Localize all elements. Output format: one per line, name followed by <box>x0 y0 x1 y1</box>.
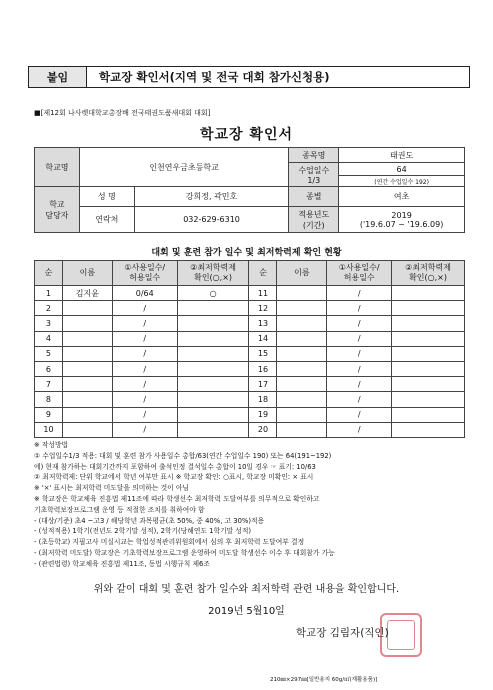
note-line: ① 수업일수1/3 적용: 대회 및 훈련 참가 사용일수 총합/63(연간 수업일수 190) 또는 64(191~192) <box>34 451 332 460</box>
table-row <box>35 361 465 376</box>
cell-l-days: / <box>112 377 177 392</box>
cell-r-days: / <box>327 346 392 361</box>
name-label: 성 명 <box>79 187 134 207</box>
phone-label: 연락처 <box>79 207 134 233</box>
cell-l-days: / <box>112 301 177 316</box>
cell-r-name <box>277 331 327 346</box>
cell-l-name <box>62 316 112 331</box>
cell-r-min <box>392 392 465 407</box>
cell-l-min <box>177 361 249 376</box>
cell-l-name: 김지윤 <box>62 286 112 301</box>
cell-r-no: 16 <box>249 361 277 376</box>
cell-l-no: 6 <box>35 361 63 376</box>
cell-r-days: / <box>327 286 392 301</box>
cell-l-no: 10 <box>35 422 63 437</box>
cell-l-min <box>177 392 249 407</box>
cell-l-days: / <box>112 361 177 376</box>
cell-l-no: 3 <box>35 316 63 331</box>
paper-spec: 210㎜×297㎜[일반용지 60g/㎡(재활용품)] <box>270 677 378 683</box>
cell-r-days: / <box>327 361 392 376</box>
note-line: - (대상/기준) 초4 ~고3 / 해당학년 과목평균(초 50%, 중 40%, 고 30%)적용 <box>34 516 265 525</box>
cell-r-days: / <box>327 331 392 346</box>
event-value: 태권도 <box>339 148 465 163</box>
table-header-row <box>35 261 465 286</box>
cell-r-no: 17 <box>249 377 277 392</box>
cell-r-days: / <box>327 407 392 422</box>
cell-l-days: / <box>112 316 177 331</box>
school-info-table <box>34 147 465 233</box>
cell-r-min <box>392 407 465 422</box>
cell-l-name <box>62 407 112 422</box>
cell-r-min <box>392 301 465 316</box>
cell-l-days: / <box>112 331 177 346</box>
cell-r-no: 15 <box>249 346 277 361</box>
attachment-tag: 붙임 <box>29 67 87 87</box>
cell-l-min: ○ <box>177 286 249 301</box>
date-text: 2019년 5월10일 <box>208 606 285 617</box>
cell-r-min <box>392 286 465 301</box>
table-row <box>35 346 465 361</box>
cell-r-name <box>277 407 327 422</box>
cell-r-no: 18 <box>249 392 277 407</box>
school-name: 인천연우금초등학교 <box>79 148 288 187</box>
note-line: - (관련법령) 학교체육 진흥법 제11조, 동법 시행규칙 제6조 <box>34 559 210 568</box>
cell-r-name <box>277 422 327 437</box>
contact-names: 강희정, 곽민호 <box>134 187 289 207</box>
table-row <box>35 286 465 301</box>
days-value: 64 <box>339 163 465 176</box>
cell-l-name <box>62 346 112 361</box>
col-no: 순 <box>35 261 63 286</box>
cell-l-name <box>62 392 112 407</box>
cell-r-min <box>392 361 465 376</box>
col-days: ①사용일수/ 허용일수 <box>112 261 177 286</box>
cell-l-min <box>177 316 249 331</box>
section-title: 대회 및 훈련 참가 일수 및 최저학력제 확인 현황 <box>151 248 342 258</box>
note-line: 에) 현재 참가하는 대회기간까지 포함하여 출석인정 결석일수 총합이 10일 경우 ☞ 표기: 10/63 <box>34 462 316 471</box>
note-line: ※ 작성방법 <box>34 441 69 449</box>
cell-r-min <box>392 377 465 392</box>
note-line: ※ 학교장은 학교체육 진흥법 제11조에 따라 학생선수 최저학력 도달여부를 의무적으로 확인하고 <box>34 494 320 503</box>
col-name: 이름 <box>62 261 112 286</box>
cell-l-min <box>177 422 249 437</box>
cell-l-days: / <box>112 422 177 437</box>
event-subtitle: ■[제12회 나사렛대학교총장배 전국태권도품새대회 대회] <box>34 109 211 117</box>
cell-r-days: / <box>327 377 392 392</box>
cell-r-name <box>277 392 327 407</box>
cell-l-min <box>177 301 249 316</box>
cell-l-no: 8 <box>35 392 63 407</box>
phone-value: 032-629-6310 <box>134 207 289 233</box>
note-line: - (초등학교) 지필고사 미실시교는 학업성적관리위원회에서 심의 후 최저학력 도달여부 결정 <box>34 538 305 547</box>
kind-label: 종별 <box>289 187 339 207</box>
note-line: ※ '×' 표시는 최저학력 미도달을 의미하는 것이 아님 <box>34 484 190 493</box>
cell-r-days: / <box>327 422 392 437</box>
cell-r-no: 11 <box>249 286 277 301</box>
cell-r-name <box>277 316 327 331</box>
cell-l-no: 7 <box>35 377 63 392</box>
confirm-text: 위와 같이 대회 및 훈련 참가 일수와 최저학력 관련 내용을 확인합니다. <box>93 584 400 595</box>
table-row <box>35 407 465 422</box>
note-line: 기초학력보장프로그램 운영 등 적절한 조치를 취하여야 함 <box>34 505 205 514</box>
event-label: 종목명 <box>289 148 339 163</box>
table-row <box>35 377 465 392</box>
days-note: (연간 수업일수 192) <box>339 176 465 187</box>
cell-l-days: / <box>112 392 177 407</box>
cell-r-name <box>277 301 327 316</box>
cell-l-min <box>177 331 249 346</box>
cell-l-no: 2 <box>35 301 63 316</box>
cell-r-min <box>392 422 465 437</box>
cell-l-min <box>177 407 249 422</box>
cell-r-days: / <box>327 301 392 316</box>
cell-l-name <box>62 377 112 392</box>
note-line: - (성적적용) 1학기(전년도 2학기말 성적), 2학기(당해연도 1학기말 성적) <box>34 527 252 536</box>
col-min: ②최저학력제 확인(○,×) <box>177 261 249 286</box>
cell-r-no: 13 <box>249 316 277 331</box>
col-no: 순 <box>249 261 277 286</box>
col-min: ②최저학력제 확인(○,×) <box>392 261 465 286</box>
cell-r-name <box>277 361 327 376</box>
note-line: ② 최저학력제: 단위 학교에서 학년 여부만 표시 ※ 학교장 확인: ○표시, 학교장 미확인: × 표시 <box>34 473 314 482</box>
principal-signature: 학교장 김림자(직인) <box>296 627 389 639</box>
header-title: 학교장 확인서(지역 및 전국 대회 참가신청용) <box>99 70 330 84</box>
cell-r-name <box>277 377 327 392</box>
table-row <box>35 331 465 346</box>
table-row <box>35 422 465 437</box>
cell-l-min <box>177 377 249 392</box>
cell-r-no: 12 <box>249 301 277 316</box>
cell-r-min <box>392 346 465 361</box>
cell-r-name <box>277 286 327 301</box>
cell-r-no: 14 <box>249 331 277 346</box>
cell-l-days: 0/64 <box>112 286 177 301</box>
col-days: ①사용일수/ 허용일수 <box>327 261 392 286</box>
cell-r-name <box>277 346 327 361</box>
cell-l-no: 4 <box>35 331 63 346</box>
header-box <box>28 66 470 88</box>
year-label: 적용년도 (기간) <box>289 207 339 233</box>
cell-r-min <box>392 331 465 346</box>
cell-l-no: 9 <box>35 407 63 422</box>
cell-l-days: / <box>112 407 177 422</box>
contact-label: 학교 담당자 <box>35 187 80 233</box>
cell-r-days: / <box>327 316 392 331</box>
cell-r-days: / <box>327 392 392 407</box>
cell-l-no: 5 <box>35 346 63 361</box>
cell-l-no: 1 <box>35 286 63 301</box>
table-row <box>35 301 465 316</box>
cell-l-min <box>177 346 249 361</box>
cell-l-name <box>62 301 112 316</box>
kind-value: 여초 <box>339 187 465 207</box>
note-line: - (최저학력 미도달) 학교장은 기초학력보장프로그램 운영하여 미도달 학생선수 이수 후 대회참가 가능 <box>34 548 335 557</box>
days-label: 수업일수 1/3 <box>289 163 339 187</box>
cell-r-no: 19 <box>249 407 277 422</box>
cell-l-name <box>62 422 112 437</box>
cell-l-name <box>62 331 112 346</box>
cell-r-min <box>392 316 465 331</box>
year-value: 2019 ('19.6.07 ~ '19.6.09) <box>339 207 465 233</box>
table-row <box>35 316 465 331</box>
document-title: 학교장 확인서 <box>199 127 294 143</box>
col-name: 이름 <box>277 261 327 286</box>
table-row <box>35 392 465 407</box>
notes-section <box>34 440 474 570</box>
cell-l-days: / <box>112 346 177 361</box>
cell-l-name <box>62 361 112 376</box>
cell-r-no: 20 <box>249 422 277 437</box>
school-label: 학교명 <box>35 148 80 187</box>
participants-table <box>34 260 465 438</box>
